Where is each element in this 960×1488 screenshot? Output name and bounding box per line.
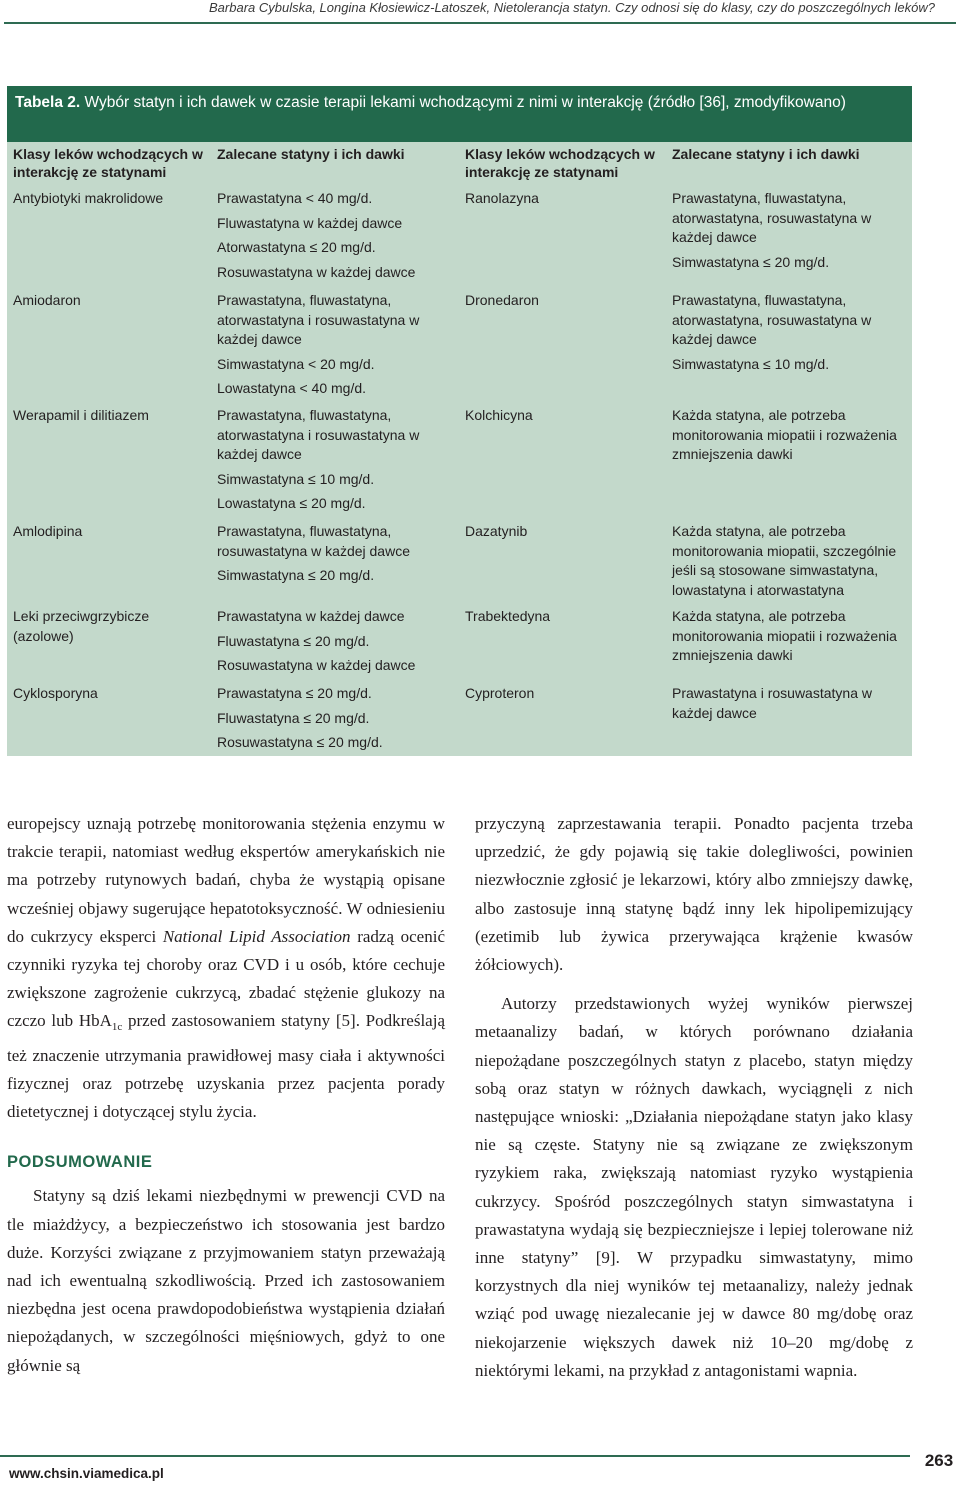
dose-line: Każda statyna, ale potrzeba monitorowania miopatii, szczególnie jeśli są stosowane simwastatyna, lowastatyna i atorwastatyna: [672, 523, 897, 598]
paragraph: Autorzy przedstawionych wyżej wyników pierwszej metaanalizy badań, w których porównano działania niepożądane poszczególnych statyn z placebo, statyn między sobą oraz statyn w różnych dawkach, wyciągnęli z nich następujące wnioski: „Działania niepożądane statyn jako klasy nie są częste. Statyny nie są związane ze zwiększonym ryzykiem raka, zwiększają natomiast ryzyko wystąpienia cukrzycy. Spośród poszczególnych statyn simwastatyna i prawastatyna wydają się bezpieczniejsze i lepiej tolerowane niż inne statyny” [9]. W przypadku simwastatyny, mimo korzystnych dla niej wyników tej metaanalizy, należy jednak wziąć pod uwagę niezalecanie jej w dawce 80 mg/dobę oraz niekojarzenie większych dawek niż 10–20 mg/dobę z niektórymi lekami, na przykład z antagonistami wapnia.: [475, 994, 913, 1380]
row-5-right-class: Trabektedyna: [465, 608, 551, 624]
row-3-right-doses: [672, 406, 907, 465]
paragraph-text: radzą ocenić czynniki ryzyka tej choroby oraz CVD i u osób, które cechuje zwiększone zagrożenie cukrzycą, zbadać stężenie glukozy na czczo lub HbA: [7, 926, 445, 1031]
dose-line: Prawastatyna, fluwastatyna, rosuwastatyna w każdej dawce: [217, 523, 410, 559]
dose-line: Atorwastatyna ≤ 20 mg/d.: [217, 239, 376, 255]
paragraph: [7, 810, 445, 1126]
row-5-doses: [217, 607, 457, 676]
row-3-doses: [217, 406, 457, 514]
dose-line: Lowastatyna < 40 mg/d.: [217, 380, 367, 396]
header-right-class: Klasy leków wchodzących w interakcję ze statynami: [465, 146, 655, 180]
row-1-doses: [217, 189, 457, 282]
dose-line: Simwastatyna ≤ 20 mg/d.: [672, 253, 830, 270]
header-left-dose: Zalecane statyny i ich dawki: [217, 146, 405, 162]
dose-line: Prawastatyna, fluwastatyna, atorwastatyna, rosuwastatyna w każdej dawce: [672, 292, 872, 347]
table-caption: [7, 86, 912, 142]
row-1-class: Antybiotyki makrolidowe: [13, 190, 164, 206]
dose-line: Prawastatyna, fluwastatyna, atorwastatyna, rosuwastatyna w każdej dawce: [672, 190, 872, 245]
row-6-right-class: Cyproteron: [465, 685, 535, 701]
row-6-class: Cyklosporyna: [13, 685, 98, 701]
header-left-class: Klasy leków wchodzących w interakcję ze statynami: [13, 146, 203, 180]
row-4-doses: [217, 522, 457, 586]
subscript: 1c: [111, 1021, 123, 1034]
dose-line: Fluwastatyna w każdej dawce: [217, 214, 403, 231]
row-6-doses: [217, 684, 457, 753]
header-right-dose: Zalecane statyny i ich dawki: [672, 146, 860, 162]
dose-line: Rosuwastatyna ≤ 20 mg/d.: [217, 734, 383, 750]
footer-url: www.chsin.viamedica.pl: [9, 1466, 164, 1481]
row-1-right-class: Ranolazyna: [465, 190, 539, 206]
body-column-right: [475, 810, 913, 1385]
table-caption-text: Wybór statyn i ich dawek w czasie terapii lekami wchodzącymi z nimi w interakcję (źródło [36], zmodyfikowano): [84, 94, 846, 111]
dose-line: Rosuwastatyna w każdej dawce: [217, 657, 416, 673]
row-4-right-doses: [672, 522, 907, 600]
row-2-class: Amiodaron: [13, 292, 81, 308]
running-header-text: Barbara Cybulska, Longina Kłosiewicz-Latoszek, Nietolerancja statyn. Czy odnosi się do klasy, czy do poszczególnych leków?: [209, 0, 935, 15]
dose-line: Fluwastatyna ≤ 20 mg/d.: [217, 709, 370, 726]
paragraph: Statyny są dziś lekami niezbędnymi w prewencji CVD na tle miażdżycy, a bezpieczeństwo ich stosowania jest bardzo duże. Korzyści związane z przyjmowaniem statyn przeważają nad ich ewentualną szkodliwością. Przed ich zastosowaniem niezbędna jest ocena prawdopodobieństwa wystąpienia działań niepożądanych, w szczególności mięśniowych, gdyż to one głównie są: [7, 1186, 445, 1375]
body-column-left: [7, 810, 445, 1380]
row-2-right-doses: [672, 291, 907, 374]
row-3-class: Werapamil i dilitiazem: [13, 407, 149, 423]
dose-line: Rosuwastatyna w każdej dawce: [217, 263, 416, 280]
dose-line: Lowastatyna ≤ 20 mg/d.: [217, 495, 366, 511]
section-heading: PODSUMOWANIE: [7, 1153, 153, 1172]
dose-line: Prawastatyna, fluwastatyna, atorwastatyna i rosuwastatyna w każdej dawce: [217, 292, 420, 347]
dose-line: Prawastatyna ≤ 20 mg/d.: [217, 685, 372, 701]
dose-line: Fluwastatyna ≤ 20 mg/d.: [217, 632, 370, 649]
row-1-right-doses: [672, 189, 907, 272]
paragraph-text: przed zastosowaniem statyny [5]. Podkreślają też znaczenie utrzymania prawidłowej masy ciała i aktywności fizycznej oraz potrzebę uzyskania przez pacjenta porady dietetycznej i dotyczącej stylu życia.: [7, 1011, 445, 1122]
dose-line: Prawastatyna, fluwastatyna, atorwastatyna i rosuwastatyna w każdej dawce: [217, 407, 420, 462]
dose-line: Każda statyna, ale potrzeba monitorowania miopatii i rozważenia zmniejszenia dawki: [672, 407, 897, 462]
row-5-right-doses: [672, 607, 907, 666]
paragraph-text: europejscy uznają potrzebę monitorowania stężenia enzymu w trakcie terapii, natomiast według ekspertów amerykańskich nie ma potrzeby rutynowych badań, chyba że wystąpią opisane wcześniej objawy sugerujące hepatotoksyczność. W odniesieniu do cukrzycy eksperci: [7, 814, 445, 946]
organization-name: National Lipid Association: [162, 926, 351, 946]
row-3-right-class: Kolchicyna: [465, 407, 533, 423]
dose-line: Simwastatyna ≤ 20 mg/d.: [217, 567, 375, 583]
row-4-right-class: Dazatynib: [465, 523, 528, 539]
row-2-doses: [217, 291, 457, 399]
dose-line: Prawastatyna i rosuwastatyna w każdej dawce: [672, 685, 872, 721]
dose-line: Simwastatyna ≤ 10 mg/d.: [217, 470, 375, 487]
row-6-right-doses: [672, 684, 907, 723]
row-2-right-class: Dronedaron: [465, 292, 539, 308]
table-caption-label: Tabela 2.: [15, 94, 81, 111]
dose-line: Każda statyna, ale potrzeba monitorowania miopatii i rozważenia zmniejszenia dawki: [672, 608, 897, 663]
dose-line: Simwastatyna ≤ 10 mg/d.: [672, 355, 830, 372]
footer-rule: [0, 1455, 910, 1457]
dose-line: Simwastatyna < 20 mg/d.: [217, 355, 375, 372]
row-5-class: Leki przeciwgrzybicze (azolowe): [13, 608, 150, 644]
page-number: 263: [924, 1451, 954, 1470]
dose-line: Prawastatyna < 40 mg/d.: [217, 190, 373, 206]
paragraph: przyczyną zaprzestawania terapii. Ponadto pacjenta trzeba uprzedzić, że gdy pojawią się takie dolegliwości, powinien niezwłocznie zgłosić je lekarzowi, który albo zmniejszy dawkę, albo zastosuje inną statynę bądź inny lek hipolipemizujący (ezetimib lub żywica przerywająca krążenie kwasów żółciowych).: [475, 814, 913, 975]
row-4-class: Amlodipina: [13, 523, 83, 539]
drug-interaction-table: [7, 86, 912, 756]
header-rule: [4, 22, 956, 24]
dose-line: Prawastatyna w każdej dawce: [217, 608, 405, 624]
